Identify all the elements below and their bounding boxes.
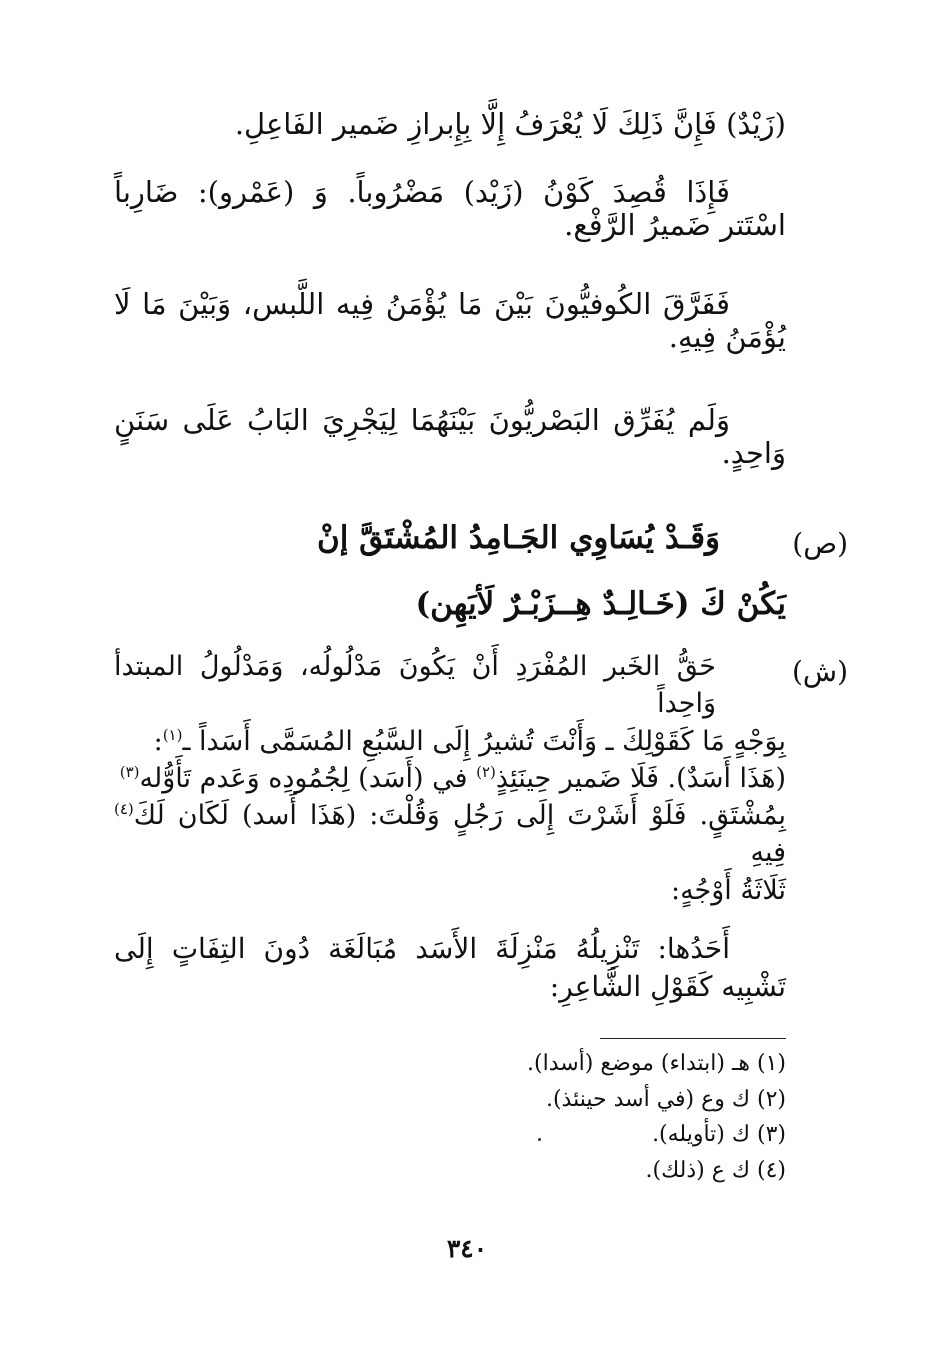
commentary-line-4-text: بِمُشْتَقٍ. فَلَوْ أَشَرْتَ إِلَى رَجُلٍ وَقُلْتَ: (هَذَا أَسد) لَكَان لَكَ — [133, 800, 786, 831]
footnote-ref-2: (٢) — [476, 762, 496, 781]
verse-line-2: يَكُنْ كَ (خَـالِـدٌ هِــزَبْـرٌ لَأيَهِن) — [415, 586, 786, 622]
commentary-label: (ش) — [791, 655, 848, 688]
verse-line-1: وَقَـدْ يُسَاوِي الجَـامِدُ المُشْتَقَّ إنْ — [317, 520, 720, 556]
paragraph-4: وَلَم يُفَرِّق البَصْريُّونَ بَيْنَهُمَا لِيَجْرِيَ البَابُ عَلَى سَنَنٍ وَاحِدٍ. — [114, 403, 786, 471]
commentary-line-2 — [114, 723, 786, 760]
commentary-line-2-colon: : — [153, 725, 163, 757]
footnote-ref-1: (١) — [162, 725, 183, 744]
footnote-1: (١) هـ (ابتداء) موضع (أسدا). — [527, 1051, 786, 1076]
commentary-line-3-text: (هَذَا أَسَدٌ). فَلَا ضَمير حِينَئِذٍ — [495, 762, 786, 794]
commentary-line-3-text-b: في (أَسَد) لِجُمُودِه وَعَدم تَأَوُّله — [139, 762, 477, 794]
paragraph-2: فَإِذَا قُصِدَ كَوْنُ (زَيْد) مَضْرُوباً. وَ (عَمْرو): ضَارِباً اسْتَتر ضَميرُ الرَّفْع. — [114, 175, 786, 243]
footnote-separator — [600, 1038, 786, 1039]
footnote-ref-3: (٣) — [119, 762, 140, 781]
footnotes — [186, 1046, 786, 1189]
commentary-line-1: حَقُّ الخَبر المُفْرَدِ أَنْ يَكُونَ مَدْلُولُه، وَمَدْلُولُ المبتدأ وَاحِداً — [114, 651, 716, 720]
paragraph-1: (زَيْدٌ) فَإِنَّ ذَلِكَ لَا يُعْرَفُ إِلَّا بِإِبرازِ ضَمير الفَاعِلِ. — [234, 107, 786, 141]
commentary-block — [114, 648, 786, 909]
commentary-line-3 — [114, 760, 786, 797]
footnote-4: (٤) ك ع (ذلك). — [645, 1157, 786, 1183]
page-number: ٣٤٠ — [446, 1234, 488, 1263]
paragraph-5: أَحَدُها: تَنْزِيلُهُ مَنْزِلَةَ الأَسَد مُبَالَغَة دُونَ التِفَاتٍ إِلَى تَشْبِيه كَقَوْلِ الشَّاعِرِ: — [114, 932, 786, 1003]
footnote-ref-4: (٤) — [114, 800, 134, 818]
footnote-3: (٣) ك (تأويله). — [652, 1122, 786, 1148]
commentary-line-2-text: بِوَجْهٍ مَا كَقَوْلِكَ ـ وَأَنْتَ تُشيرُ إِلَى السَّبُعِ المُسَمَّى أَسَداً ـ — [182, 725, 786, 757]
commentary-line-4 — [114, 797, 786, 872]
commentary-line-5: ثَلَاثَةُ أَوْجُهٍ: — [670, 874, 786, 906]
commentary-line-4-text-b: فِيهِ — [750, 837, 786, 869]
footnote-2: (٢) ك وع (في أسد حينئذ). — [545, 1086, 786, 1112]
scan-speck — [538, 1138, 541, 1141]
paragraph-3: فَفَرَّقَ الكُوفيُّونَ بَيْنَ مَا يُؤْمَنُ فِيه اللَّبس، وَبَيْنَ مَا لَا يُؤْمَنُ فِيهِ. — [114, 287, 786, 355]
verse-label: (ص) — [792, 527, 848, 560]
